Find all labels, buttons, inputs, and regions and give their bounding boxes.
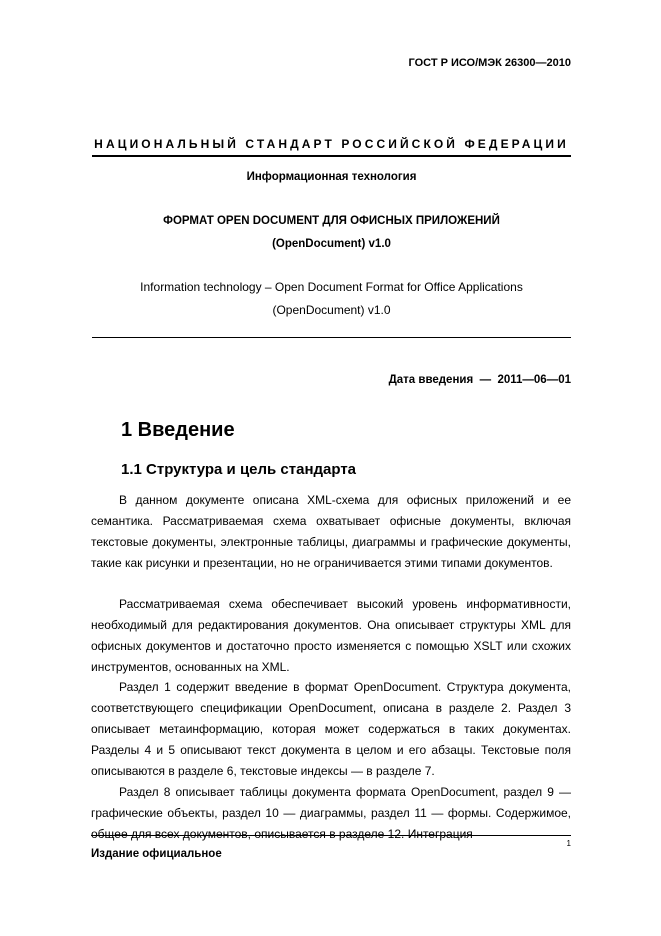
introduction-date: Дата введения — 2011—06—01 [388,374,571,386]
standard-code: ГОСТ Р ИСО/МЭК 26300—2010 [408,57,571,69]
section-heading: 1 Введение [121,419,235,441]
document-title-en-line1: Information technology – Open Document Format for Office Applications [140,280,523,294]
document-topic: Информационная технология [246,171,417,183]
paragraph: Рассматриваемая схема обеспечивает высокий уровень информативности, необходимый для редактирования документов. Она описывает структуры XML для офисных документов и достаточно просто изменяется с помощью XSLT или схожих инструментов, основанных на XML. [91,597,571,674]
document-title-ru-line2: (OpenDocument) v1.0 [272,238,391,250]
document-title-ru-line1: ФОРМАТ OPEN DOCUMENT ДЛЯ ОФИСНЫХ ПРИЛОЖЕНИЙ [163,215,500,227]
paragraph: Раздел 1 содержит введение в формат OpenDocument. Структура документа, соответствующего спецификации OpenDocument, описана в разделе 2. Раздел 3 описывает метаинформацию, которая может содержаться в таких документах. Разделы 4 и 5 описывают текст документа в целом и его абзацы. Текстовые поля описываются в разделе 6, текстовые индексы — в разделе 7. [91,680,571,778]
title-top-rule [92,155,571,157]
subsection-heading: 1.1 Структура и цель стандарта [121,461,357,478]
national-standard-heading: НАЦИОНАЛЬНЫЙ СТАНДАРТ РОССИЙСКОЙ ФЕДЕРАЦИИ [94,137,569,151]
edition-label: Издание официальное [91,848,222,860]
page-number: 1 [566,839,571,848]
paragraph: Раздел 8 описывает таблицы документа формата OpenDocument, раздел 9 — графические объекты, раздел 10 — диаграммы, раздел 11 — формы. Содержимое, общее для всех документов, описывается в разделе 12. Интеграция [91,785,571,841]
footer-rule [91,835,571,836]
paragraph: В данном документе описана XML-схема для офисных приложений и ее семантика. Рассматриваемая схема охватывает офисные документы, включая текстовые документы, электронные таблицы, диаграммы и графические документы, такие как рисунки и презентации, но не ограничивается этими типами документов. [91,493,571,570]
title-bottom-rule [92,337,571,338]
document-title-en-line2: (OpenDocument) v1.0 [272,303,391,317]
